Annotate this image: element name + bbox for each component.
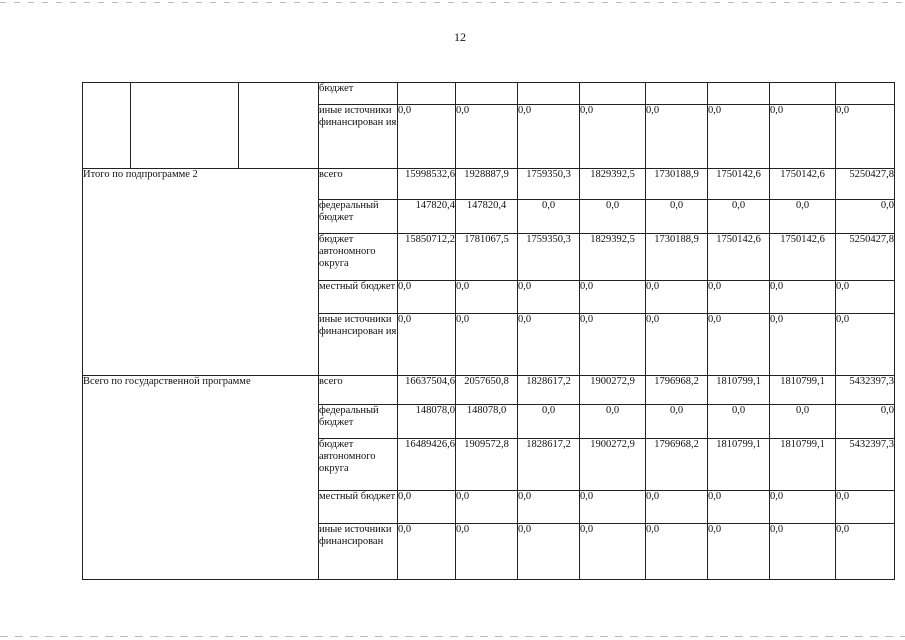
value-cell: 1796968,2	[646, 439, 708, 491]
source-cell: местный бюджет	[319, 491, 398, 524]
value-cell: 16637504,6	[398, 376, 456, 405]
source-cell: бюджет автономного округа	[319, 439, 398, 491]
value-cell: 0,0	[580, 200, 646, 234]
value-cell: 5250427,8	[836, 169, 895, 200]
value-cell: 0,0	[580, 281, 646, 314]
source-cell: федеральный бюджет	[319, 200, 398, 234]
value-cell: 147820,4	[398, 200, 456, 234]
scan-edge-bottom	[0, 636, 905, 637]
value-cell: 1810799,1	[708, 439, 770, 491]
value-cell: 1828617,2	[518, 439, 580, 491]
value-cell	[836, 83, 895, 105]
value-cell: 0,0	[836, 491, 895, 524]
subprogram-total-label: Итого по подпрограмме 2	[83, 169, 319, 376]
value-cell: 148078,0	[398, 405, 456, 439]
value-cell: 0,0	[646, 405, 708, 439]
value-cell: 0,0	[456, 524, 518, 580]
value-cell: 0,0	[770, 405, 836, 439]
value-cell: 1810799,1	[770, 376, 836, 405]
value-cell: 0,0	[398, 524, 456, 580]
value-cell: 1759350,3	[518, 169, 580, 200]
value-cell: 0,0	[646, 105, 708, 169]
value-cell	[580, 83, 646, 105]
value-cell: 0,0	[580, 314, 646, 376]
value-cell: 1829392,5	[580, 234, 646, 281]
value-cell: 1750142,6	[770, 234, 836, 281]
source-cell: всего	[319, 376, 398, 405]
value-cell	[398, 83, 456, 105]
value-cell: 0,0	[518, 314, 580, 376]
value-cell	[770, 83, 836, 105]
value-cell: 1750142,6	[708, 169, 770, 200]
program-total-label: Всего по государственной программе	[83, 376, 319, 580]
value-cell: 1750142,6	[770, 169, 836, 200]
source-cell: иные источники финансирован ия	[319, 314, 398, 376]
value-cell: 0,0	[456, 281, 518, 314]
value-cell: 0,0	[518, 405, 580, 439]
value-cell: 1810799,1	[708, 376, 770, 405]
table-row	[83, 83, 895, 105]
value-cell: 0,0	[518, 200, 580, 234]
value-cell: 0,0	[836, 105, 895, 169]
table-row	[83, 376, 895, 405]
value-cell: 1730188,9	[646, 169, 708, 200]
value-cell: 0,0	[456, 491, 518, 524]
source-cell: иные источники финансирован	[319, 524, 398, 580]
value-cell: 0,0	[398, 105, 456, 169]
value-cell: 0,0	[580, 105, 646, 169]
value-cell: 148078,0	[456, 405, 518, 439]
table-row	[83, 169, 895, 200]
value-cell: 0,0	[518, 491, 580, 524]
value-cell: 1909572,8	[456, 439, 518, 491]
value-cell: 0,0	[646, 314, 708, 376]
value-cell: 15850712,2	[398, 234, 456, 281]
value-cell: 0,0	[646, 281, 708, 314]
value-cell: 0,0	[770, 200, 836, 234]
value-cell: 0,0	[518, 524, 580, 580]
value-cell: 0,0	[836, 314, 895, 376]
value-cell: 0,0	[518, 281, 580, 314]
budget-table	[82, 82, 895, 580]
source-cell: федеральный бюджет	[319, 405, 398, 439]
source-cell: бюджет автономного округа	[319, 234, 398, 281]
value-cell: 0,0	[580, 491, 646, 524]
value-cell: 0,0	[770, 314, 836, 376]
source-cell: всего	[319, 169, 398, 200]
value-cell: 1829392,5	[580, 169, 646, 200]
value-cell: 0,0	[770, 491, 836, 524]
value-cell: 1759350,3	[518, 234, 580, 281]
page-number: 12	[454, 30, 466, 44]
value-cell: 1828617,2	[518, 376, 580, 405]
value-cell: 0,0	[646, 524, 708, 580]
value-cell: 0,0	[708, 281, 770, 314]
value-cell: 1900272,9	[580, 376, 646, 405]
value-cell: 5432397,3	[836, 439, 895, 491]
value-cell: 147820,4	[456, 200, 518, 234]
value-cell: 0,0	[708, 524, 770, 580]
value-cell: 1730188,9	[646, 234, 708, 281]
value-cell: 1900272,9	[580, 439, 646, 491]
value-cell	[708, 83, 770, 105]
value-cell: 0,0	[770, 524, 836, 580]
empty-cell-1	[83, 83, 131, 169]
scan-edge-top	[0, 2, 905, 3]
value-cell: 1810799,1	[770, 439, 836, 491]
value-cell: 0,0	[456, 105, 518, 169]
value-cell: 0,0	[708, 491, 770, 524]
value-cell: 5250427,8	[836, 234, 895, 281]
value-cell: 0,0	[646, 491, 708, 524]
value-cell: 0,0	[836, 281, 895, 314]
value-cell: 0,0	[580, 524, 646, 580]
value-cell: 0,0	[770, 281, 836, 314]
value-cell: 0,0	[708, 314, 770, 376]
empty-cell-3	[239, 83, 319, 169]
value-cell: 0,0	[398, 491, 456, 524]
value-cell: 0,0	[646, 200, 708, 234]
value-cell: 1928887,9	[456, 169, 518, 200]
source-cell: бюджет	[319, 83, 398, 105]
value-cell: 0,0	[836, 524, 895, 580]
value-cell: 0,0	[456, 314, 518, 376]
value-cell: 1781067,5	[456, 234, 518, 281]
value-cell: 0,0	[398, 281, 456, 314]
value-cell: 0,0	[836, 200, 895, 234]
empty-cell-2	[131, 83, 239, 169]
value-cell	[518, 83, 580, 105]
value-cell: 2057650,8	[456, 376, 518, 405]
source-cell: местный бюджет	[319, 281, 398, 314]
value-cell: 1750142,6	[708, 234, 770, 281]
value-cell: 16489426,6	[398, 439, 456, 491]
value-cell: 0,0	[708, 200, 770, 234]
value-cell	[646, 83, 708, 105]
value-cell: 15998532,6	[398, 169, 456, 200]
value-cell: 0,0	[770, 105, 836, 169]
value-cell: 0,0	[708, 405, 770, 439]
value-cell: 5432397,3	[836, 376, 895, 405]
value-cell: 0,0	[708, 105, 770, 169]
value-cell: 1796968,2	[646, 376, 708, 405]
value-cell: 0,0	[580, 405, 646, 439]
value-cell: 0,0	[518, 105, 580, 169]
value-cell: 0,0	[398, 314, 456, 376]
value-cell	[456, 83, 518, 105]
source-cell: иные источники финансирован ия	[319, 105, 398, 169]
value-cell: 0,0	[836, 405, 895, 439]
